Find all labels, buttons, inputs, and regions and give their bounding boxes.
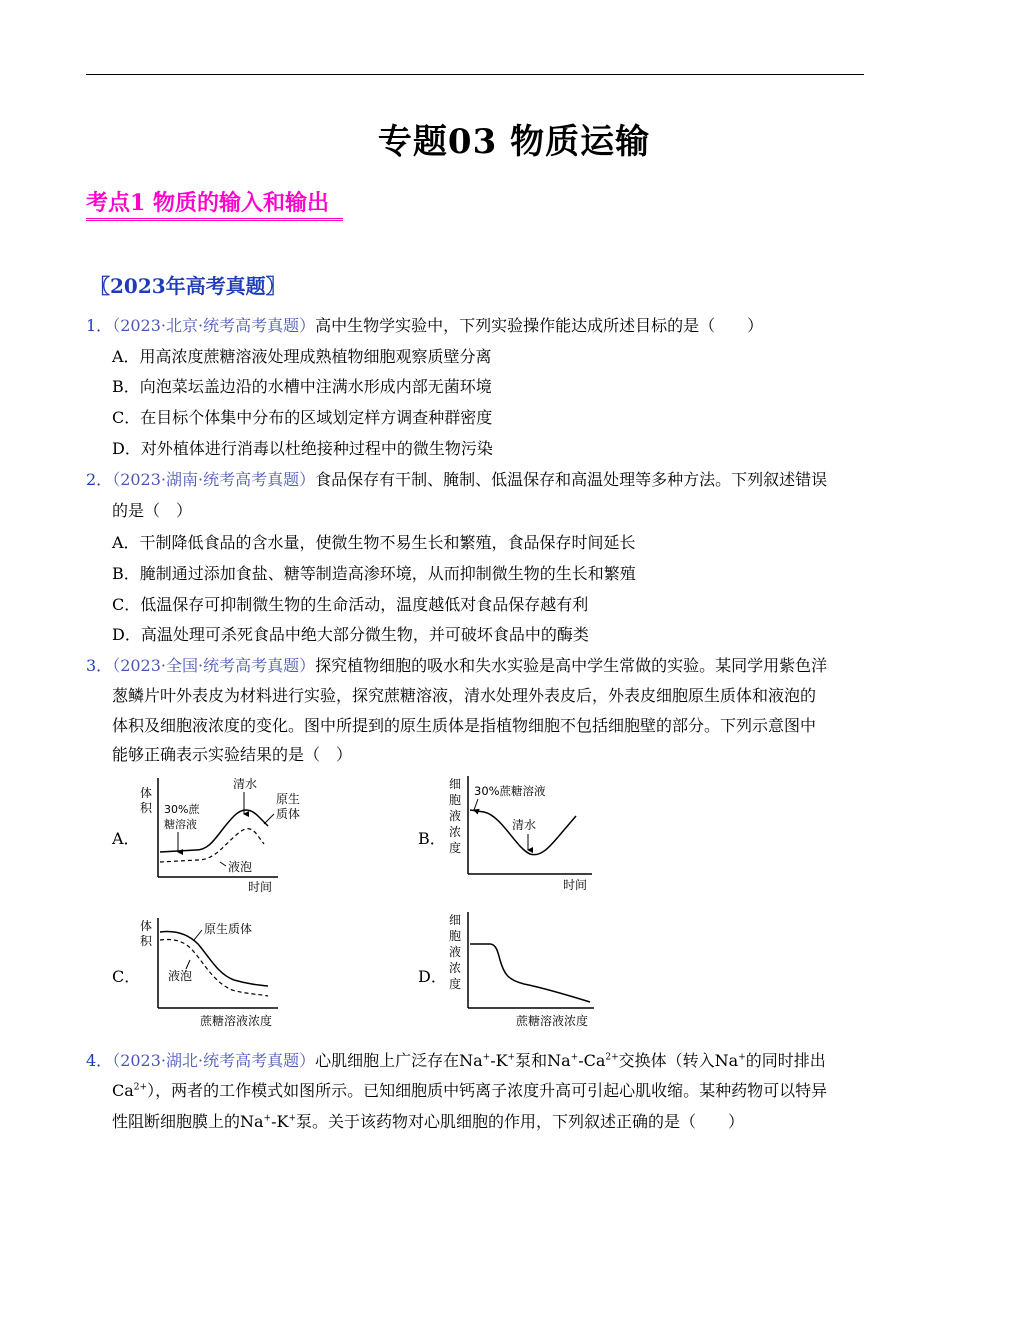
y-axis-label: 浓 [449,961,462,975]
y-axis-label: 度 [449,977,462,991]
section-heading: 考点1 物质的输入和输出 [86,186,343,221]
question-text: 交换体（转入Na [618,1051,739,1070]
page-title: 专题03 物质运输 [377,122,651,162]
question-4-stem-line3 [112,1109,744,1132]
question-2-stem-cont: 的是（ ） [112,501,193,520]
y-axis-label: 细 [449,913,462,927]
q2-option-c: C．低温保存可抑制微生物的生命活动，温度越低对食品保存越有利 [112,595,589,614]
figure-d-diagram [444,908,604,1034]
y-axis-label: 液 [449,945,462,959]
q1-option-d: D．对外植体进行消毒以杜绝接种过程中的微生物污染 [112,439,493,458]
sucrose-arrow [474,799,478,810]
question-number: 1． [86,316,113,335]
question-1-stem [86,313,763,336]
superscript: + [507,1052,516,1063]
question-number: 4． [86,1051,113,1070]
sucrose-label: 糖溶液 [164,818,197,831]
figure-c-diagram [136,912,286,1034]
question-text: ），两者的工作模式如图所示。已知细胞质中钙离子浓度升高可引起心肌收缩。某种药物可以特异 [147,1081,828,1100]
question-text: 的同时排出 [745,1051,826,1070]
water-label: 清水 [233,777,258,791]
question-text: -K [271,1112,289,1131]
question-4-stem-line2 [112,1078,827,1101]
protoplast-leader [194,930,202,940]
q1-option-c: C．在目标个体集中分布的区域划定样方调查种群密度 [112,408,493,427]
concentration-curve [470,944,590,1002]
x-axis-label: 蔗糖溶液浓度 [200,1014,273,1028]
y-axis-label: 体 [140,919,153,933]
sucrose-label: 30%蔗糖溶液 [474,784,546,798]
question-source: （2023·北京·统考高考真题） [112,316,316,335]
vacuole-label: 液泡 [168,969,193,983]
question-text: 心肌细胞上广泛存在Na [315,1051,483,1070]
question-number: 3． [86,656,113,675]
superscript: + [738,1052,746,1063]
superscript: 2+ [605,1052,619,1063]
q3-option-b-label: B． [418,829,446,848]
protoplast-curve [160,810,268,852]
q2-option-a: A．干制降低食品的含水量，使微生物不易生长和繁殖，食品保存时间延长 [112,533,636,552]
question-number: 2． [86,470,113,489]
question-text: 泵。关于该药物对心肌细胞的作用，下列叙述正确的是（ ） [296,1112,745,1131]
y-axis-label: 体 [140,786,153,800]
question-source: （2023·湖南·统考高考真题） [112,470,316,489]
question-text: 探究植物细胞的吸水和失水实验是高中学生常做的实验。某同学用紫色洋 [315,656,828,675]
question-3-stem-line3: 体积及细胞液浓度的变化。图中所提到的原生质体是指植物细胞不包括细胞壁的部分。下列示意图中 [112,716,817,735]
y-axis-label: 积 [140,934,153,948]
question-3-stem-line4: 能够正确表示实验结果的是（ ） [112,745,353,764]
question-text: 食品保存有干制、腌制、低温保存和高温处理等多种方法。下列叙述错误 [315,470,828,489]
water-label: 清水 [512,818,537,832]
y-axis-label: 度 [449,841,462,855]
sub-heading: 〖2023年高考真题〗 [90,274,286,298]
vacuole-curve [160,940,268,997]
q1-option-a: A．用高浓度蔗糖溶液处理成熟植物细胞观察质壁分离 [112,347,492,366]
superscript: + [263,1113,272,1124]
question-3-stem-line2: 葱鳞片叶外表皮为材料进行实验，探究蔗糖溶液，清水处理外表皮后，外表皮细胞原生质体和液泡的 [112,686,817,705]
superscript: + [570,1052,579,1063]
y-axis-label: 液 [449,809,462,823]
question-4-stem [86,1048,826,1071]
q2-option-b: B．腌制通过添加食盐、糖等制造高渗环境，从而抑制微生物的生长和繁殖 [112,564,636,583]
protoplast-label: 原生 [276,792,301,806]
superscript: + [482,1052,491,1063]
figure-b-diagram [444,772,604,896]
question-text: Ca [112,1081,134,1100]
vacuole-label: 液泡 [228,860,253,874]
q3-option-a-label: A． [112,829,140,848]
question-text: -K [490,1051,508,1070]
y-axis-label: 积 [140,801,153,815]
q3-option-d-label: D． [418,967,447,986]
question-text: 高中生物学实验中，下列实验操作能达成所述目标的是（ ） [315,316,764,335]
question-text: 性阻断细胞膜上的Na [112,1112,264,1131]
y-axis-label: 胞 [449,929,462,943]
question-text: 泵和Na [515,1051,571,1070]
x-axis-label: 时间 [248,880,273,894]
superscript: 2+ [133,1082,148,1093]
q3-option-c-label: C． [112,967,141,986]
y-axis-label: 细 [449,777,462,791]
y-axis-label: 浓 [449,825,462,839]
q2-option-d: D．高温处理可杀死食品中绝大部分微生物，并可破坏食品中的酶类 [112,625,589,644]
figure-a-diagram [136,770,301,898]
question-source: （2023·湖北·统考高考真题） [112,1051,316,1070]
vacuole-leader [220,862,226,866]
question-source: （2023·全国·统考高考真题） [112,656,316,675]
top-rule [86,74,864,75]
question-3-stem [86,653,827,676]
question-text: -Ca [578,1051,606,1070]
vacuole-leader [186,960,190,969]
superscript: + [288,1113,296,1124]
vacuole-curve [160,829,264,862]
y-axis-label: 胞 [449,793,462,807]
x-axis-label: 时间 [563,878,588,892]
concentration-curve [470,810,576,855]
question-2-stem [86,467,827,490]
q1-option-b: B．向泡菜坛盖边沿的水槽中注满水形成内部无菌环境 [112,377,492,396]
protoplast-label: 质体 [276,807,301,821]
protoplast-label: 原生质体 [204,922,253,936]
sucrose-label: 30%蔗 [164,803,200,816]
x-axis-label: 蔗糖溶液浓度 [516,1014,589,1028]
